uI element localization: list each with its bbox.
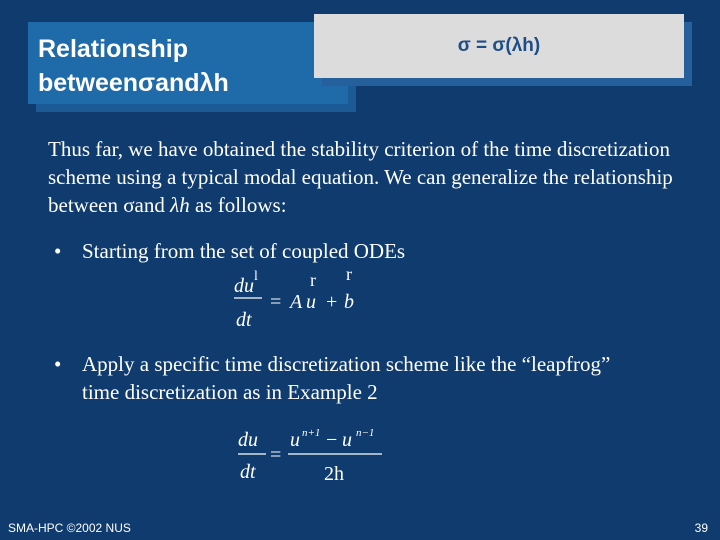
eq2-denominator: dt <box>240 461 256 483</box>
bullet-text: Apply a specific time discretization scheme like the “leapfrog” time discretization as in Example 2 <box>82 352 611 404</box>
slide-title-line2: betweenσandλh <box>38 69 229 97</box>
eq2-u-next: u <box>290 429 300 451</box>
intro-paragraph <box>48 135 688 219</box>
eq1-denominator: dt <box>236 309 252 331</box>
eq2-numerator: du <box>238 429 258 451</box>
slide-title-line1: Relationship <box>38 35 189 63</box>
eq1-matrix-a: A <box>290 291 303 313</box>
eq1-equals: = <box>270 291 282 313</box>
eq1-plus: + <box>326 291 338 313</box>
equation-leapfrog <box>236 424 396 490</box>
intro-text-2: as follows: <box>189 193 287 217</box>
eq1-numerator: du <box>234 275 254 297</box>
eq2-minus: − <box>326 429 338 451</box>
intro-italic-lambda-h: λh <box>170 193 190 217</box>
eq1-vector-arrow-b: r <box>346 268 352 284</box>
eq1-vector-arrow-u: r <box>310 270 316 290</box>
eq2-sup-prev: n−1 <box>356 427 375 439</box>
bullet-text: Starting from the set of coupled ODEs <box>82 239 406 263</box>
eq2-equals: = <box>270 444 282 466</box>
equation-coupled-odes <box>232 268 372 332</box>
eq1-b: b <box>344 291 354 313</box>
formula-box: σ = σ(λh) <box>314 14 684 78</box>
footer-copyright: SMA-HPC ©2002 NUS <box>8 521 131 535</box>
eq2-denominator-2h: 2h <box>324 463 344 485</box>
bullet-marker: • <box>54 239 62 263</box>
eq2-sup-next: n+1 <box>302 427 321 439</box>
bullet-marker: • <box>54 352 62 376</box>
page-number: 39 <box>694 521 708 535</box>
slide-title <box>28 22 348 104</box>
intro-text-1: Thus far, we have obtained the stability criterion of the time discretization scheme using a typical modal equation. We can generalize the relationship between σand <box>48 137 673 217</box>
eq2-u-prev: u <box>342 429 352 451</box>
eq1-u: u <box>306 291 316 313</box>
eq1-tick-mark: l <box>254 269 258 284</box>
